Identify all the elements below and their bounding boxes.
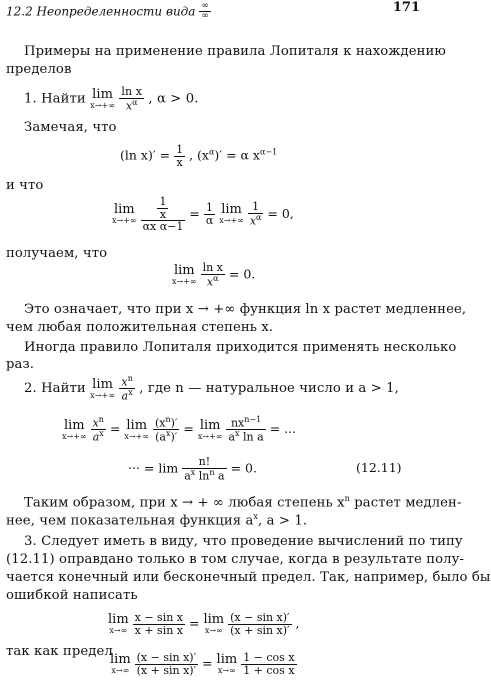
header-fraction: $\frac{\infty}{\infty}$ (201, 1, 209, 22)
page-number: 171 (392, 0, 420, 15)
and-that-text: и что (6, 178, 44, 193)
paragraph-3-line-4: ошибкой написать (6, 588, 138, 603)
limit-chain-row-2: ··· = lim $\frac{n!}{a^x \ln^n a}$ = 0. (128, 455, 257, 483)
limit-chain-row-1: lim x→+∞ $\frac{x^n}{a^x}$ = lim x→+∞ $\frac{(x^n)'}{(a^x)'}$ = lim x→+∞ $\frac{nx^{n-1}}{a^x \ln a}$ = ... (62, 415, 297, 444)
example-1: 1. Найти lim x→+∞ $\frac{\text{ln x}}{x^\alpha}$ , α > 0. (24, 85, 199, 113)
conclusion-2b: нее, чем показательная функция $a^x$, a > 1. (6, 512, 308, 529)
conclusion-1b: чем любая положительная степень x. (6, 320, 274, 335)
we-get-text: получаем, что (6, 246, 108, 261)
intro-line-2: пределов (6, 62, 72, 77)
equation-number: (12.11) (356, 460, 402, 475)
limit-formula-2: lim x→+∞ $\frac{\frac{1}{x}}{\text{αx α−1}}$ = $\frac{1}{\alpha}$ lim x→+∞ $\frac{1}{x^\alpha}$ = 0, (112, 195, 294, 234)
sometimes-a: Иногда правило Лопиталя приходится применять несколько (24, 340, 457, 355)
intro-line-1: Примеры на применение правила Лопиталя к нахождению (24, 44, 447, 59)
sometimes-b: раз. (6, 357, 35, 372)
paragraph-3-line-2: (12.11) оправдано только в том случае, когда в результате полу- (6, 552, 465, 567)
paragraph-3-line-1: 3. Следует иметь в виду, что проведение вычислений по типу (24, 534, 463, 549)
running-header (6, 2, 211, 22)
wrong-limit-formula: lim x→∞ $\frac{\text{x − sin x}}{\text{x + sin x}}$ = lim x→∞ $\frac{\text{(x − sin x)′}}{\text{(x + sin x)′}}$ , (108, 611, 300, 637)
example-2: 2. Найти lim x→+∞ $\frac{x^n}{a^x}$ , где n — натуральное число и a > 1, (24, 374, 399, 403)
fraction: $\frac{\text{ln x}}{x^\alpha}$ (121, 85, 143, 113)
header-title: 12.2 Неопределенности вида (6, 4, 196, 19)
conclusion-1a: Это означает, что при x → +∞ функция ln x растет медленнее, (24, 302, 467, 317)
since-limit-formula: lim x→∞ $\frac{\text{(x − sin x)′}}{\text{(x + sin x)′}}$ = lim x→∞ $\frac{\text{1 − cos x}}{\text{1 + cos x}}$ (110, 651, 295, 677)
since-limit-text: так как предел (6, 644, 113, 659)
limit-operator: lim x→+∞ (90, 86, 116, 110)
noting-text: Замечая, что (24, 120, 117, 135)
conclusion-2a: Таким образом, при x → + ∞ любая степень $x^n$ растет медлен- (24, 494, 462, 511)
derivatives-formula: (ln x)′ = $\frac{1}{x}$ , $(x^\alpha)' = \alpha$ $x^{\alpha-1}$ (120, 143, 278, 169)
paragraph-3-line-3: чается конечный или бесконечный предел. Так, например, было бы (6, 570, 491, 585)
limit-formula-3: lim x→+∞ $\frac{\text{ln x}}{x^\alpha}$ = 0. (172, 261, 256, 289)
